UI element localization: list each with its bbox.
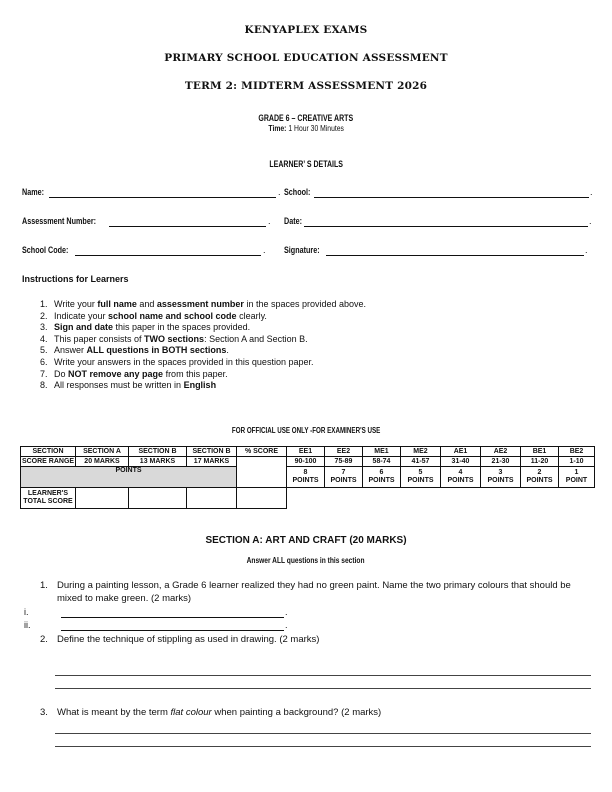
range-ae2: 21-30 — [481, 457, 521, 467]
score-table — [20, 446, 595, 509]
time-line — [0, 123, 612, 133]
q1-number: 1. — [40, 580, 48, 591]
school-code-field[interactable]: School Code: — [22, 245, 69, 255]
instruction-item: 6. Write your answers in the spaces provided in this question paper. — [50, 357, 610, 369]
q3-term: flat colour — [170, 707, 212, 718]
field-row-2: Assessment Number: . Date: . — [22, 216, 592, 226]
total-percent[interactable] — [237, 488, 287, 509]
section-a-subtitle-wrap — [0, 550, 612, 568]
points-be2: 1 POINT — [559, 467, 595, 488]
date-field[interactable]: Date: — [284, 216, 303, 226]
section-a-subtitle: Answer ALL questions in this section — [247, 555, 365, 565]
range-ae1: 31-40 — [441, 457, 481, 467]
q2-number: 2. — [40, 634, 48, 645]
q1-text: During a painting lesson, a Grade 6 learner realized they had no green paint. Name the two primary colours that should be mixed to make green. (2 marks) — [57, 580, 571, 604]
marks-b2: 17 MARKS — [187, 457, 237, 467]
marks-b1: 13 MARKS — [129, 457, 187, 467]
assessment-title: PRIMARY SCHOOL EDUCATION ASSESSMENT — [164, 52, 448, 64]
th-ee1: EE1 — [287, 447, 325, 457]
points-ee2: 7 POINTS — [325, 467, 363, 488]
official-title: FOR OFFICIAL USE ONLY -FOR EXAMINER'S USE — [231, 426, 381, 435]
range-ee1: 90-100 — [287, 457, 325, 467]
school-field[interactable]: School: — [284, 187, 311, 197]
total-section-b2[interactable] — [187, 488, 237, 509]
th-me2: ME2 — [401, 447, 441, 457]
field-row-1: Name: . School: . — [22, 187, 593, 197]
points-ae1: 4 POINTS — [441, 467, 481, 488]
grade-subject: GRADE 6 – CREATIVE ARTS — [258, 113, 354, 123]
points-be1: 2 POINTS — [521, 467, 559, 488]
score-range-label: SCORE RANGE — [21, 457, 75, 465]
range-ee2: 75-89 — [325, 457, 363, 467]
q2-answer-line-2[interactable] — [55, 688, 591, 689]
total-score-row — [21, 488, 595, 509]
instruction-item: 1. Write your full name and assessment number in the spaces provided above. — [50, 299, 610, 311]
assessment-number-field[interactable]: Assessment Number: — [22, 216, 97, 226]
th-section-b2: SECTION B — [187, 447, 237, 457]
th-ee2: EE2 — [325, 447, 363, 457]
blank-area — [287, 488, 595, 509]
q1-roman-ii: ii. — [24, 620, 31, 630]
school-code-line[interactable] — [75, 255, 261, 256]
q3-text: What is meant by the term flat colour when painting a background? (2 marks) — [57, 707, 382, 718]
time-label: Time: — [268, 123, 287, 133]
learner-details-title: LEARNER’ S DETAILS — [269, 159, 343, 169]
points-me2: 5 POINTS — [401, 467, 441, 488]
total-score-label: LEARNER'S TOTAL SCORE — [21, 488, 76, 509]
range-be2: 1-10 — [559, 457, 595, 467]
instructions-list — [22, 299, 610, 392]
points-label: POINTS — [21, 467, 237, 488]
q2-answer-line-1[interactable] — [55, 675, 591, 676]
q1-answer-i-line[interactable] — [61, 617, 284, 618]
th-section-a: SECTION A — [76, 447, 129, 457]
range-be1: 11-20 — [521, 457, 559, 467]
total-section-a[interactable] — [76, 488, 129, 509]
th-ae1: AE1 — [441, 447, 481, 457]
th-be2: BE2 — [559, 447, 595, 457]
date-line[interactable] — [304, 226, 588, 227]
q3-number: 3. — [40, 707, 48, 718]
points-ee1: 8 POINTS — [287, 467, 325, 488]
th-be1: BE1 — [521, 447, 559, 457]
instruction-item: 7. Do NOT remove any page from this paper. — [50, 369, 610, 381]
learner-details-wrap — [0, 154, 612, 172]
instruction-item: 4. This paper consists of TWO sections: Section A and Section B. — [50, 334, 610, 346]
exam-org-title: KENYAPLEX EXAMS — [244, 24, 368, 36]
assessment-number-line[interactable] — [109, 226, 266, 227]
term-title: TERM 2: MIDTERM ASSESSMENT 2026 — [184, 80, 428, 92]
school-line[interactable] — [314, 197, 589, 198]
range-me1: 58-74 — [363, 457, 401, 467]
score-range-row — [21, 457, 595, 467]
field-row-3: School Code: . Signature: . — [22, 245, 588, 255]
points-row — [21, 467, 595, 488]
th-section: SECTION — [21, 447, 76, 457]
signature-field[interactable]: Signature: — [284, 245, 320, 255]
q2-text: Define the technique of stippling as used in drawing. (2 marks) — [57, 634, 320, 645]
q1-answer-ii-line[interactable] — [61, 630, 284, 631]
header-row — [21, 447, 595, 457]
name-field[interactable]: Name: — [22, 187, 45, 197]
q3-answer-line-2[interactable] — [55, 746, 591, 747]
section-a-title: SECTION A: ART AND CRAFT (20 MARKS) — [205, 535, 407, 546]
th-ae2: AE2 — [481, 447, 521, 457]
th-me1: ME1 — [363, 447, 401, 457]
time-value: 1 Hour 30 Minutes — [288, 123, 344, 133]
q1-roman-i: i. — [24, 607, 29, 617]
instruction-item: 3. Sign and date this paper in the spaces provided. — [50, 322, 610, 334]
th-percent-score: % SCORE — [237, 447, 287, 457]
name-line[interactable] — [49, 197, 276, 198]
q3-answer-line-1[interactable] — [55, 733, 591, 734]
marks-a: 20 MARKS — [76, 457, 129, 467]
percent-score-cell[interactable] — [237, 457, 287, 488]
official-title-wrap — [0, 420, 612, 438]
range-me2: 41-57 — [401, 457, 441, 467]
signature-line[interactable] — [326, 255, 584, 256]
points-ae2: 3 POINTS — [481, 467, 521, 488]
instruction-item: 5. Answer ALL questions in BOTH sections. — [50, 345, 610, 357]
instructions-title: Instructions for Learners — [22, 274, 129, 284]
instruction-item: 8. All responses must be written in English — [50, 380, 610, 392]
total-section-b1[interactable] — [129, 488, 187, 509]
th-section-b1: SECTION B — [129, 447, 187, 457]
instruction-item: 2. Indicate your school name and school code clearly. — [50, 311, 610, 323]
points-me1: 6 POINTS — [363, 467, 401, 488]
